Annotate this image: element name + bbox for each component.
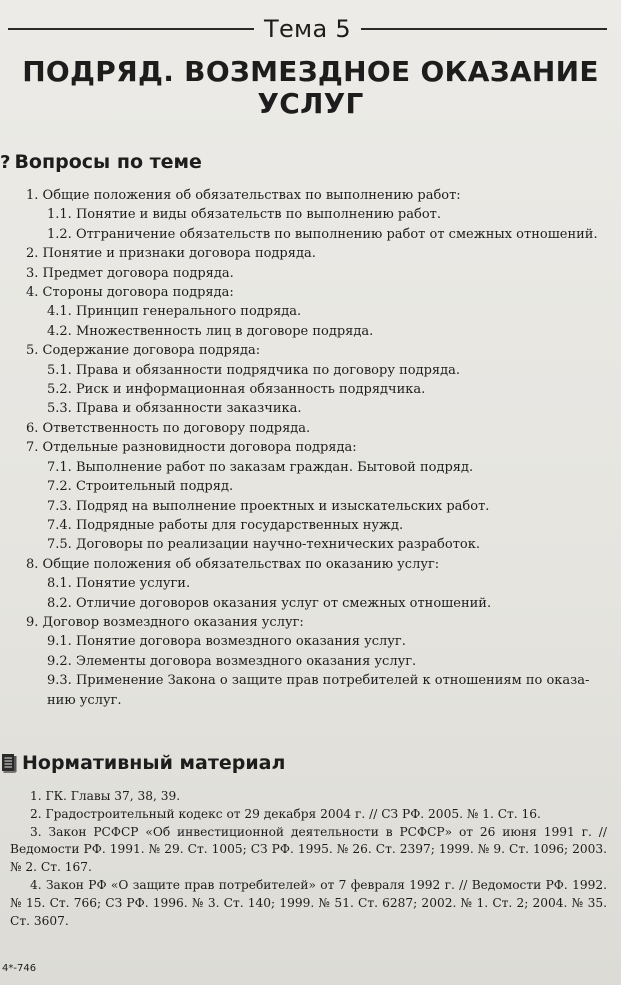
list-item: 4. Закон РФ «О защите прав потребителей» от 7 февраля 1992 г. // Ведомости РФ. 1992. № 15. Ст. 766; СЗ РФ. 1996. № 3. Ст. 140; 1999. № 51. Ст. 6287; 2002. № 1. Ст. 2; 2004. № 35. Ст. 3607. xyxy=(10,877,607,928)
topic-rule-right xyxy=(361,28,607,30)
list-item: 9. Договор возмездного оказания услуг: xyxy=(26,614,304,630)
list-item: 5.3. Права и обязанности заказчика. xyxy=(47,401,302,417)
list-item: 1.2. Отграничение обязательств по выполнению работ от смежных отношений. xyxy=(47,226,598,242)
list-item: 5. Содержание договора подряда: xyxy=(26,343,261,359)
list-item: 7.5. Договоры по реализации научно-технических разработок. xyxy=(47,537,480,553)
list-item: 5.2. Риск и информационная обязанность подрядчика. xyxy=(47,382,426,398)
page-signature: 4*-746 xyxy=(2,963,37,974)
questions-heading-text: Вопросы по теме xyxy=(14,151,202,173)
list-item: 9.1. Понятие договора возмездного оказания услуг. xyxy=(47,634,406,650)
topic-rule-left xyxy=(8,28,254,30)
list-item: 4.2. Множественность лиц в договоре подряда. xyxy=(47,323,374,339)
list-item: 9.3. Применение Закона о защите прав потребителей к отношениям по оказа- xyxy=(47,673,590,689)
topic-header xyxy=(8,12,607,46)
normative-heading-text: Нормативный материал xyxy=(22,752,286,774)
list-item: 7.4. Подрядные работы для государственных нужд. xyxy=(47,517,404,533)
page-title xyxy=(20,56,601,120)
list-item: 1. ГК. Главы 37, 38, 39. xyxy=(30,789,181,803)
list-item: 9.2. Элементы договора возмездного оказания услуг. xyxy=(47,653,417,669)
list-item: 2. Понятие и признаки договора подряда. xyxy=(26,246,316,262)
normative-list xyxy=(10,788,607,930)
list-item: 7.2. Строительный подряд. xyxy=(47,479,234,495)
list-item: 4.1. Принцип генерального подряда. xyxy=(47,304,302,320)
list-item: 8.1. Понятие услуги. xyxy=(47,576,191,592)
page-title-line-1: ПОДРЯД. ВОЗМЕЗДНОЕ ОКАЗАНИЕ xyxy=(22,55,599,88)
question-mark-icon: ? xyxy=(0,151,11,173)
list-item: 7.3. Подряд на выполнение проектных и изыскательских работ. xyxy=(47,498,490,514)
list-item: 8.2. Отличие договоров оказания услуг от смежных отношений. xyxy=(47,595,492,611)
list-item: 1. Общие положения об обязательствах по выполнению работ: xyxy=(26,188,461,203)
list-item: 8. Общие положения об обязательствах по оказанию услуг: xyxy=(26,556,440,572)
questions-heading xyxy=(0,151,202,173)
questions-list xyxy=(26,186,607,710)
list-item: 7. Отдельные разновидности договора подряда: xyxy=(26,440,357,456)
list-item: 3. Закон РСФСР «Об инвестиционной деятельности в РСФСР» от 26 июня 1991 г. // Ведомости РФ. 1991. № 29. Ст. 1005; СЗ РФ. 1995. № 26. Ст. 2397; 1999. № 9. Ст. 1096; 2003. № 2. Ст. 167. xyxy=(10,824,607,875)
topic-label: Тема 5 xyxy=(264,15,351,43)
list-item: 2. Градостроительный кодекс от 29 декабря 2004 г. // СЗ РФ. 2005. № 1. Ст. 16. xyxy=(30,806,541,821)
list-item: 7.1. Выполнение работ по заказам граждан. Бытовой подряд. xyxy=(47,459,474,475)
list-item: 3. Предмет договора подряда. xyxy=(26,265,234,281)
list-item: 4. Стороны договора подряда: xyxy=(26,285,234,301)
list-item: 1.1. Понятие и виды обязательств по выполнению работ. xyxy=(47,207,441,223)
list-item: 6. Ответственность по договору подряда. xyxy=(26,420,311,436)
list-item: 5.1. Права и обязанности подрядчика по договору подряда. xyxy=(47,362,461,378)
normative-heading xyxy=(0,752,285,774)
list-item: нию услуг. xyxy=(47,692,122,708)
book-icon xyxy=(0,752,18,774)
page-title-line-2: УСЛУГ xyxy=(257,87,364,120)
